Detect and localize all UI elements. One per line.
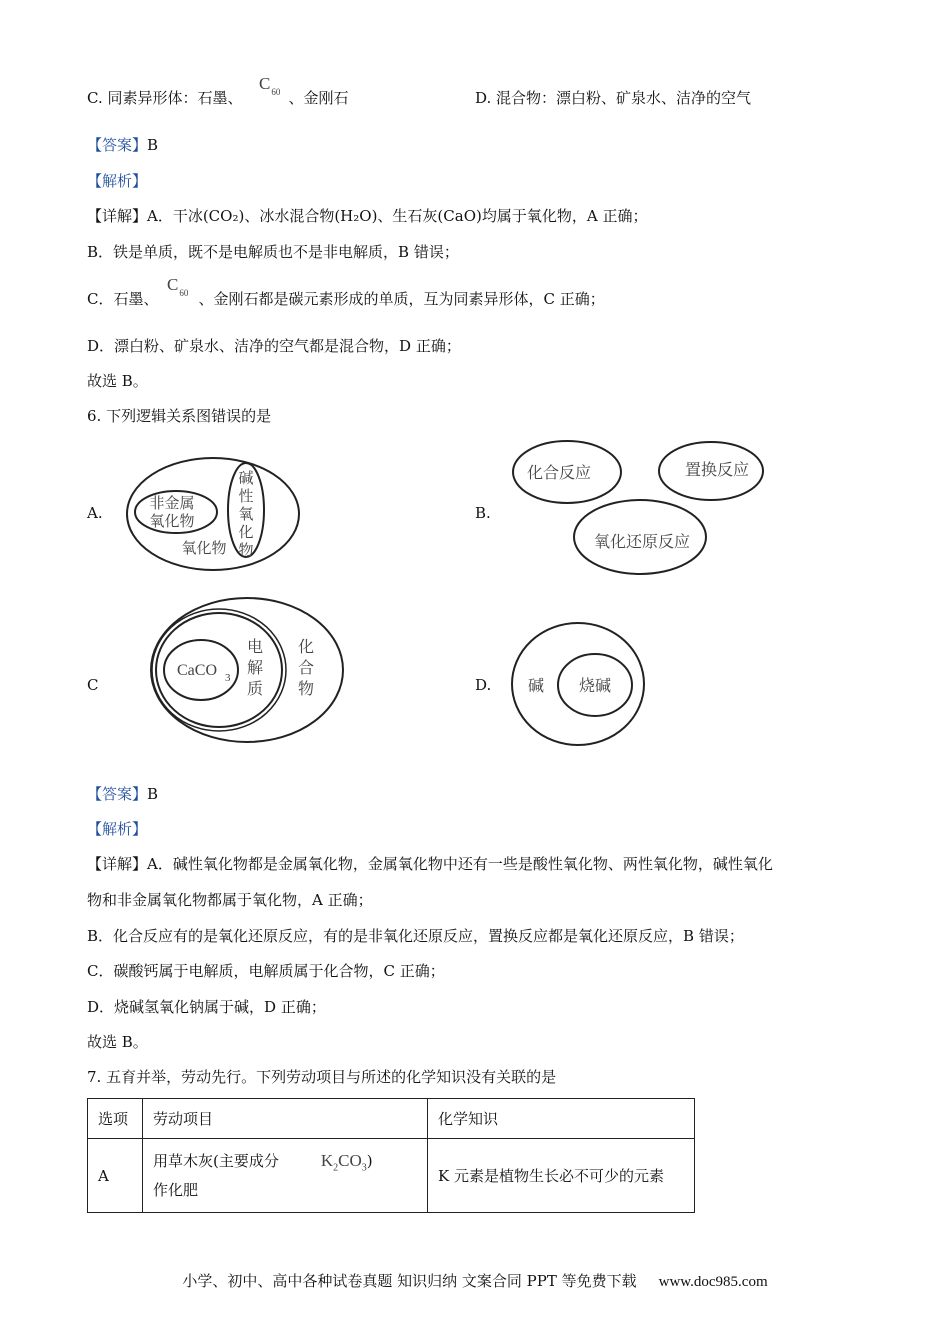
diagram-a-inner-right-char4: 化 bbox=[238, 523, 254, 541]
option-c: C. 同素异形体：石墨、 、金刚石 bbox=[87, 89, 349, 107]
diagram-d-label: D. bbox=[475, 676, 492, 694]
analysis-tag-q6: 【解析】 bbox=[87, 820, 148, 838]
diagram-b-bottom-text: 氧化还原反应 bbox=[593, 532, 691, 551]
diagram-c-label: C bbox=[87, 676, 99, 694]
diagram-b-label: B. bbox=[475, 504, 491, 522]
diagram-c-outer-char3: 物 bbox=[297, 679, 315, 698]
diagram-c-outer-char1: 化 bbox=[297, 637, 315, 656]
header-knowledge: 化学知识 bbox=[428, 1099, 695, 1139]
detail-d-q5: D．漂白粉、矿泉水、洁净的空气都是混合物，D 正确； bbox=[87, 337, 461, 355]
conclusion-q5: 故选 B。 bbox=[87, 372, 148, 390]
answer-line-q5: 【答案】B bbox=[87, 136, 159, 154]
diagram-a-inner-right-char5: 物 bbox=[238, 541, 254, 559]
diagram-a bbox=[118, 455, 308, 575]
detail-b-q5: B．铁是单质，既不是电解质也不是非电解质，B 错误； bbox=[87, 243, 459, 261]
analysis-tag-q5: 【解析】 bbox=[87, 172, 148, 190]
footer-url: www.doc985.com bbox=[658, 1274, 768, 1290]
page-footer bbox=[0, 1270, 950, 1291]
diagram-d bbox=[508, 620, 648, 750]
question-6-stem: 6. 下列逻辑关系图错误的是 bbox=[87, 407, 272, 425]
diagram-c bbox=[145, 595, 350, 750]
diagram-c-middle-char3: 质 bbox=[246, 679, 264, 698]
diagram-c-middle-char2: 解 bbox=[246, 658, 264, 677]
diagram-a-outer-label: 氧化物 bbox=[181, 539, 227, 557]
row-a-option: A bbox=[88, 1139, 143, 1213]
row-a-knowledge: K 元素是植物生长必不可少的元素 bbox=[428, 1139, 695, 1213]
answer-line-q6: 【答案】B bbox=[87, 785, 159, 803]
diagram-a-inner-right-char3: 氧 bbox=[238, 505, 254, 523]
diagram-d-outer-text: 碱 bbox=[527, 676, 545, 695]
diagram-a-inner-left-line1: 非金属 bbox=[149, 494, 195, 512]
footer-text: 小学、初中、高中各种试卷真题 知识归纳 文案合同 PPT 等免费下载 bbox=[182, 1272, 637, 1290]
k2co3-formula: $K_2CO_3$ bbox=[320, 1150, 367, 1174]
table-row bbox=[88, 1139, 695, 1213]
diagram-b-right-text: 置换反应 bbox=[684, 460, 750, 479]
header-option: 选项 bbox=[88, 1099, 143, 1139]
diagram-c-middle-char1: 电 bbox=[246, 637, 264, 656]
detail-a-q6-line1: 【详解】A．碱性氧化物都是金属氧化物，金属氧化物中还有一些是酸性氧化物、两性氧化物，碱性氧化 bbox=[87, 855, 773, 873]
diagram-a-inner-right-char2: 性 bbox=[238, 487, 254, 505]
q7-table bbox=[87, 1098, 695, 1213]
detail-a-q5: 【详解】A．干冰(CO₂)、冰水混合物(H₂O)、生石灰(CaO)均属于氧化物，A 正确； bbox=[87, 207, 648, 225]
diagram-b-left-text: 化合反应 bbox=[526, 463, 592, 482]
diagram-a-inner-right-char1: 碱 bbox=[238, 469, 254, 487]
diagram-c-inner-text: CaCO bbox=[177, 662, 217, 679]
diagram-c-middle-ellipse-2 bbox=[152, 609, 286, 731]
diagram-b bbox=[505, 435, 770, 580]
header-labor: 劳动项目 bbox=[143, 1099, 428, 1139]
diagram-c-inner-sub: 3 bbox=[225, 672, 231, 684]
detail-b-q6: B．化合反应有的是氧化还原反应，有的是非氧化还原反应，置换反应都是氧化还原反应，B 错误； bbox=[87, 927, 744, 945]
c60-formula-detail: $C_{60}$ bbox=[167, 275, 189, 298]
row-a-labor: 用草木灰(主要成分 $K_2CO_3$) 作化肥 bbox=[143, 1139, 428, 1213]
conclusion-q6: 故选 B。 bbox=[87, 1033, 148, 1051]
diagram-a-inner-left-line2: 氧化物 bbox=[149, 512, 195, 530]
c60-formula: $C_{60}$ bbox=[259, 74, 281, 97]
detail-c-q6: C．碳酸钙属于电解质，电解质属于化合物，C 正确； bbox=[87, 962, 445, 980]
detail-c-q5: C．石墨、 、金刚石都是碳元素形成的单质，互为同素异形体，C 正确； bbox=[87, 290, 605, 308]
diagram-d-inner-text: 烧碱 bbox=[578, 676, 612, 695]
question-7-stem: 7. 五育并举，劳动先行。下列劳动项目与所述的化学知识没有关联的是 bbox=[87, 1068, 557, 1086]
option-d: D. 混合物：漂白粉、矿泉水、洁净的空气 bbox=[475, 89, 752, 107]
diagram-c-outer-char2: 合 bbox=[297, 658, 315, 677]
detail-a-q6-line2: 物和非金属氧化物都属于氧化物，A 正确； bbox=[87, 891, 373, 909]
diagram-a-label: A. bbox=[87, 504, 103, 522]
diagram-c-middle-ellipse-1 bbox=[156, 613, 282, 727]
detail-d-q6: D．烧碱氢氧化钠属于碱，D 正确； bbox=[87, 998, 326, 1016]
table-header-row bbox=[88, 1099, 695, 1139]
